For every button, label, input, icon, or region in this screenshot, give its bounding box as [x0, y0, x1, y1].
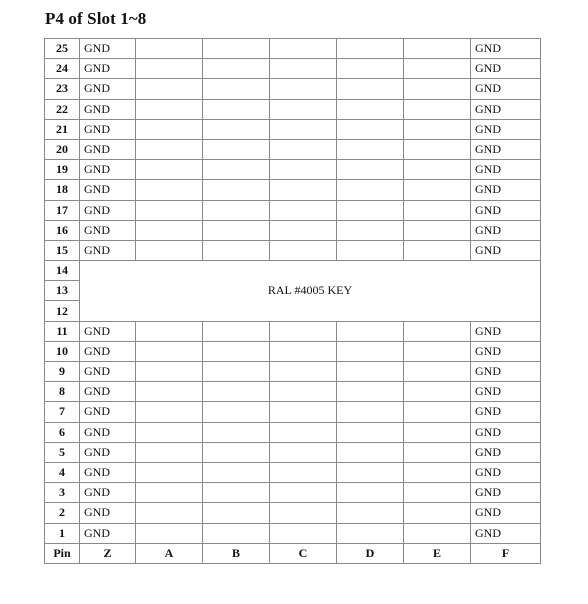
cell-b: [203, 523, 270, 543]
table-row: [45, 240, 541, 260]
table-row: [45, 462, 541, 482]
cell-b: [203, 180, 270, 200]
cell-e: [404, 523, 471, 543]
cell-f: GND: [471, 99, 541, 119]
cell-c: [270, 382, 337, 402]
cell-c: [270, 119, 337, 139]
cell-d: [337, 341, 404, 361]
cell-c: [270, 39, 337, 59]
cell-a: [136, 362, 203, 382]
cell-z: GND: [80, 362, 136, 382]
cell-d: [337, 220, 404, 240]
column-header-b: B: [203, 543, 270, 563]
cell-b: [203, 422, 270, 442]
cell-z: GND: [80, 119, 136, 139]
cell-e: [404, 180, 471, 200]
table-row: [45, 139, 541, 159]
table-row: [45, 39, 541, 59]
cell-z: GND: [80, 200, 136, 220]
cell-c: [270, 160, 337, 180]
cell-d: [337, 39, 404, 59]
cell-z: GND: [80, 523, 136, 543]
cell-a: [136, 99, 203, 119]
pin-number: 11: [45, 321, 80, 341]
cell-e: [404, 220, 471, 240]
column-header-a: A: [136, 543, 203, 563]
cell-f: GND: [471, 79, 541, 99]
cell-d: [337, 200, 404, 220]
cell-a: [136, 160, 203, 180]
table-row: [45, 59, 541, 79]
cell-a: [136, 79, 203, 99]
pin-number: 14: [45, 261, 80, 281]
cell-a: [136, 119, 203, 139]
pin-number: 20: [45, 139, 80, 159]
cell-c: [270, 503, 337, 523]
cell-e: [404, 341, 471, 361]
cell-a: [136, 220, 203, 240]
cell-z: GND: [80, 99, 136, 119]
pin-number: 19: [45, 160, 80, 180]
pin-number: 10: [45, 341, 80, 361]
pin-number: 5: [45, 442, 80, 462]
cell-b: [203, 442, 270, 462]
cell-z: GND: [80, 180, 136, 200]
cell-d: [337, 119, 404, 139]
cell-f: GND: [471, 39, 541, 59]
table-row: [45, 523, 541, 543]
cell-a: [136, 321, 203, 341]
pin-number: 2: [45, 503, 80, 523]
table-row: [45, 483, 541, 503]
cell-b: [203, 160, 270, 180]
cell-f: GND: [471, 503, 541, 523]
table-row: [45, 180, 541, 200]
cell-c: [270, 402, 337, 422]
cell-z: GND: [80, 79, 136, 99]
cell-b: [203, 382, 270, 402]
cell-b: [203, 240, 270, 260]
pin-number: 4: [45, 462, 80, 482]
cell-a: [136, 139, 203, 159]
cell-f: GND: [471, 362, 541, 382]
pin-number: 21: [45, 119, 80, 139]
pin-number: 6: [45, 422, 80, 442]
cell-b: [203, 59, 270, 79]
header-row: [45, 543, 541, 563]
table-row: [45, 99, 541, 119]
table-row: [45, 382, 541, 402]
column-header-e: E: [404, 543, 471, 563]
column-header-z: Z: [80, 543, 136, 563]
cell-f: GND: [471, 139, 541, 159]
cell-z: GND: [80, 59, 136, 79]
pin-number: 9: [45, 362, 80, 382]
cell-f: GND: [471, 442, 541, 462]
cell-c: [270, 362, 337, 382]
pin-number: 25: [45, 39, 80, 59]
cell-f: GND: [471, 200, 541, 220]
cell-e: [404, 402, 471, 422]
table-row: [45, 321, 541, 341]
cell-z: GND: [80, 220, 136, 240]
cell-e: [404, 79, 471, 99]
pin-number: 13: [45, 281, 80, 301]
cell-a: [136, 341, 203, 361]
cell-a: [136, 422, 203, 442]
cell-f: GND: [471, 160, 541, 180]
cell-c: [270, 240, 337, 260]
cell-c: [270, 180, 337, 200]
pin-number: 22: [45, 99, 80, 119]
cell-z: GND: [80, 321, 136, 341]
cell-b: [203, 503, 270, 523]
pin-number: 1: [45, 523, 80, 543]
table-row: [45, 442, 541, 462]
cell-d: [337, 59, 404, 79]
cell-a: [136, 59, 203, 79]
column-header-d: D: [337, 543, 404, 563]
cell-f: GND: [471, 422, 541, 442]
pin-number: 16: [45, 220, 80, 240]
cell-d: [337, 462, 404, 482]
cell-e: [404, 99, 471, 119]
pin-number: 17: [45, 200, 80, 220]
cell-d: [337, 160, 404, 180]
cell-b: [203, 220, 270, 240]
cell-z: GND: [80, 341, 136, 361]
column-header-c: C: [270, 543, 337, 563]
cell-c: [270, 341, 337, 361]
cell-e: [404, 483, 471, 503]
cell-b: [203, 139, 270, 159]
cell-e: [404, 321, 471, 341]
cell-f: GND: [471, 119, 541, 139]
cell-f: GND: [471, 402, 541, 422]
pin-number: 7: [45, 402, 80, 422]
table-row: [45, 503, 541, 523]
cell-a: [136, 382, 203, 402]
cell-b: [203, 362, 270, 382]
cell-e: [404, 39, 471, 59]
pin-table: [44, 38, 541, 564]
cell-a: [136, 503, 203, 523]
cell-a: [136, 483, 203, 503]
cell-c: [270, 321, 337, 341]
cell-z: GND: [80, 139, 136, 159]
pin-number: 12: [45, 301, 80, 321]
cell-z: GND: [80, 160, 136, 180]
cell-e: [404, 160, 471, 180]
cell-e: [404, 362, 471, 382]
pin-number: 23: [45, 79, 80, 99]
cell-d: [337, 240, 404, 260]
cell-a: [136, 523, 203, 543]
table-row: [45, 79, 541, 99]
cell-d: [337, 79, 404, 99]
pin-number: 18: [45, 180, 80, 200]
pin-table-body: [45, 39, 541, 564]
cell-d: [337, 442, 404, 462]
cell-d: [337, 523, 404, 543]
cell-z: GND: [80, 442, 136, 462]
cell-z: GND: [80, 422, 136, 442]
cell-c: [270, 442, 337, 462]
page-title: P4 of Slot 1~8: [45, 9, 147, 28]
cell-c: [270, 483, 337, 503]
cell-c: [270, 59, 337, 79]
cell-b: [203, 321, 270, 341]
cell-d: [337, 422, 404, 442]
key-label: RAL #4005 KEY: [80, 261, 541, 322]
cell-b: [203, 79, 270, 99]
cell-d: [337, 321, 404, 341]
column-header-pin: Pin: [45, 543, 80, 563]
cell-a: [136, 39, 203, 59]
cell-f: GND: [471, 220, 541, 240]
cell-c: [270, 422, 337, 442]
cell-f: GND: [471, 180, 541, 200]
cell-f: GND: [471, 240, 541, 260]
table-row: [45, 341, 541, 361]
pin-number: 15: [45, 240, 80, 260]
cell-z: GND: [80, 503, 136, 523]
cell-a: [136, 200, 203, 220]
cell-a: [136, 462, 203, 482]
cell-a: [136, 442, 203, 462]
cell-d: [337, 503, 404, 523]
cell-c: [270, 462, 337, 482]
cell-e: [404, 462, 471, 482]
pin-number: 8: [45, 382, 80, 402]
cell-a: [136, 402, 203, 422]
cell-c: [270, 523, 337, 543]
cell-e: [404, 119, 471, 139]
pin-number: 3: [45, 483, 80, 503]
cell-d: [337, 362, 404, 382]
key-row: [45, 261, 541, 281]
cell-z: GND: [80, 462, 136, 482]
table-row: [45, 220, 541, 240]
cell-d: [337, 382, 404, 402]
cell-f: GND: [471, 462, 541, 482]
table-row: [45, 119, 541, 139]
cell-d: [337, 99, 404, 119]
cell-f: GND: [471, 341, 541, 361]
cell-f: GND: [471, 483, 541, 503]
cell-b: [203, 99, 270, 119]
table-row: [45, 160, 541, 180]
cell-z: GND: [80, 483, 136, 503]
pin-number: 24: [45, 59, 80, 79]
cell-f: GND: [471, 523, 541, 543]
cell-d: [337, 180, 404, 200]
cell-b: [203, 462, 270, 482]
cell-z: GND: [80, 240, 136, 260]
table-row: [45, 422, 541, 442]
cell-e: [404, 422, 471, 442]
cell-e: [404, 240, 471, 260]
cell-e: [404, 200, 471, 220]
table-row: [45, 402, 541, 422]
cell-e: [404, 139, 471, 159]
table-row: [45, 362, 541, 382]
table-row: [45, 200, 541, 220]
cell-d: [337, 402, 404, 422]
cell-b: [203, 119, 270, 139]
cell-f: GND: [471, 321, 541, 341]
cell-c: [270, 139, 337, 159]
cell-z: GND: [80, 39, 136, 59]
cell-c: [270, 220, 337, 240]
cell-f: GND: [471, 382, 541, 402]
cell-e: [404, 382, 471, 402]
cell-f: GND: [471, 59, 541, 79]
cell-b: [203, 483, 270, 503]
cell-a: [136, 240, 203, 260]
cell-e: [404, 442, 471, 462]
cell-a: [136, 180, 203, 200]
cell-b: [203, 39, 270, 59]
cell-d: [337, 139, 404, 159]
cell-c: [270, 200, 337, 220]
column-header-f: F: [471, 543, 541, 563]
cell-d: [337, 483, 404, 503]
cell-z: GND: [80, 382, 136, 402]
cell-b: [203, 341, 270, 361]
cell-b: [203, 402, 270, 422]
cell-z: GND: [80, 402, 136, 422]
cell-e: [404, 503, 471, 523]
cell-c: [270, 99, 337, 119]
cell-b: [203, 200, 270, 220]
cell-e: [404, 59, 471, 79]
cell-c: [270, 79, 337, 99]
